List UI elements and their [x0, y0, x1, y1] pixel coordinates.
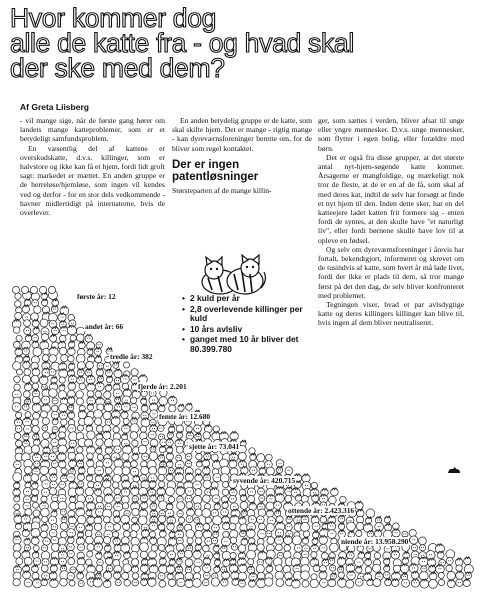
year-label-6: sjette år: 73.041	[189, 442, 240, 451]
fact-item: • ganget med 10 år bliver det 80.399.780	[182, 335, 322, 354]
subheading-line-2: patentløsninger	[172, 170, 259, 183]
subheading-line-1: Der er ingen	[172, 158, 240, 171]
paragraph: En anden betydelig gruppe er de katte, som skal skifte hjem. Det er mange - rigtig mange - kan dyreværnsforeninger berette om, for de bliver som regel kontaktet.	[172, 116, 312, 153]
paragraph: Størsteparten af de mange killin-	[172, 185, 272, 195]
year-label-2: andet år: 66	[85, 322, 124, 331]
year-label-7: syvende år: 420.715	[233, 476, 296, 485]
paragraph: Tegningen viser, hvad et par avlsdygtige katte og deres killingers killinger kan blive til, hvis ingen af dem bliver neutraliseret.	[318, 300, 464, 328]
byline: Af Greta Liisberg	[20, 102, 89, 112]
year-label-3: tredie år: 382	[110, 352, 153, 361]
fact-item: • 2 kuld per år	[182, 294, 322, 304]
year-label-9: niende år: 13.958.290	[341, 537, 409, 546]
paragraph: - vil mange sige, når de første gang hører om landets mange katteproblemer, som er et betydeligt samfundsproblem.	[20, 116, 165, 144]
title-line-1: Hvor kommer dog	[10, 3, 217, 33]
year-label-5: femte år: 12.680	[159, 412, 211, 421]
title-line-2: alle de katte fra - og hvad skal	[10, 28, 354, 58]
year-label-8: ottende år: 2.423.316	[288, 506, 355, 515]
paragraph: Og selv om dyreværnsforeninger i årevis har fortalt, bekendtgjort, informeret og skrevet om de tusindvis af katte, som hvert år må lade livet, fordi der ikke er plads til dem, så tror mange først på det den dag, de selv bliver konfronteret med problemet.	[318, 244, 464, 300]
title-line-3: der ske med dem?	[10, 53, 225, 83]
paragraph: En væsentlig del af kattene er overskudskatte, d.v.s. killinger, som er halvstore og ikke kan få et hjem, fordi lidt groft sagt: markedet er mættet. En anden gruppe er de herreløse/hjemløse, som ingen vil kendes ved og derfor - for en stor dels vedkommende - havner midlertidigt på internaterne, hvis de overlever.	[20, 143, 165, 218]
paragraph: Det er også fra disse grupper, at det største antal nyt-hjem-søgende katte kommer. Årsagerne er mangfoldige, og mærkeligt nok tror de fleste, at de er en af de få, som skal af med deres kat, indtil de selv har forsøgt at finde et nyt hjem til den. Inden dette sker, har en del katteejere ladet katten frit formere sig - enten fordi de syntes, at den skulle have "et naturligt liv", eller fordi børnene skulle have lov til at opleve en fødsel.	[318, 152, 464, 245]
fact-item: • 2,8 overlevende killinger per kuld	[182, 305, 322, 324]
fact-item: • 10 års avlsliv	[182, 325, 322, 335]
year-label-4: fjerde år: 2.201	[138, 382, 187, 391]
year-label-1: første år: 12	[77, 292, 116, 301]
small-cat-icon	[447, 466, 461, 474]
paragraph: ger, som sættes i verden, bliver afsat til unge eller yngre mennesker. D.v.s. unge mennesker, som flytter i egen bolig, eller forældre med børn.	[318, 116, 464, 153]
